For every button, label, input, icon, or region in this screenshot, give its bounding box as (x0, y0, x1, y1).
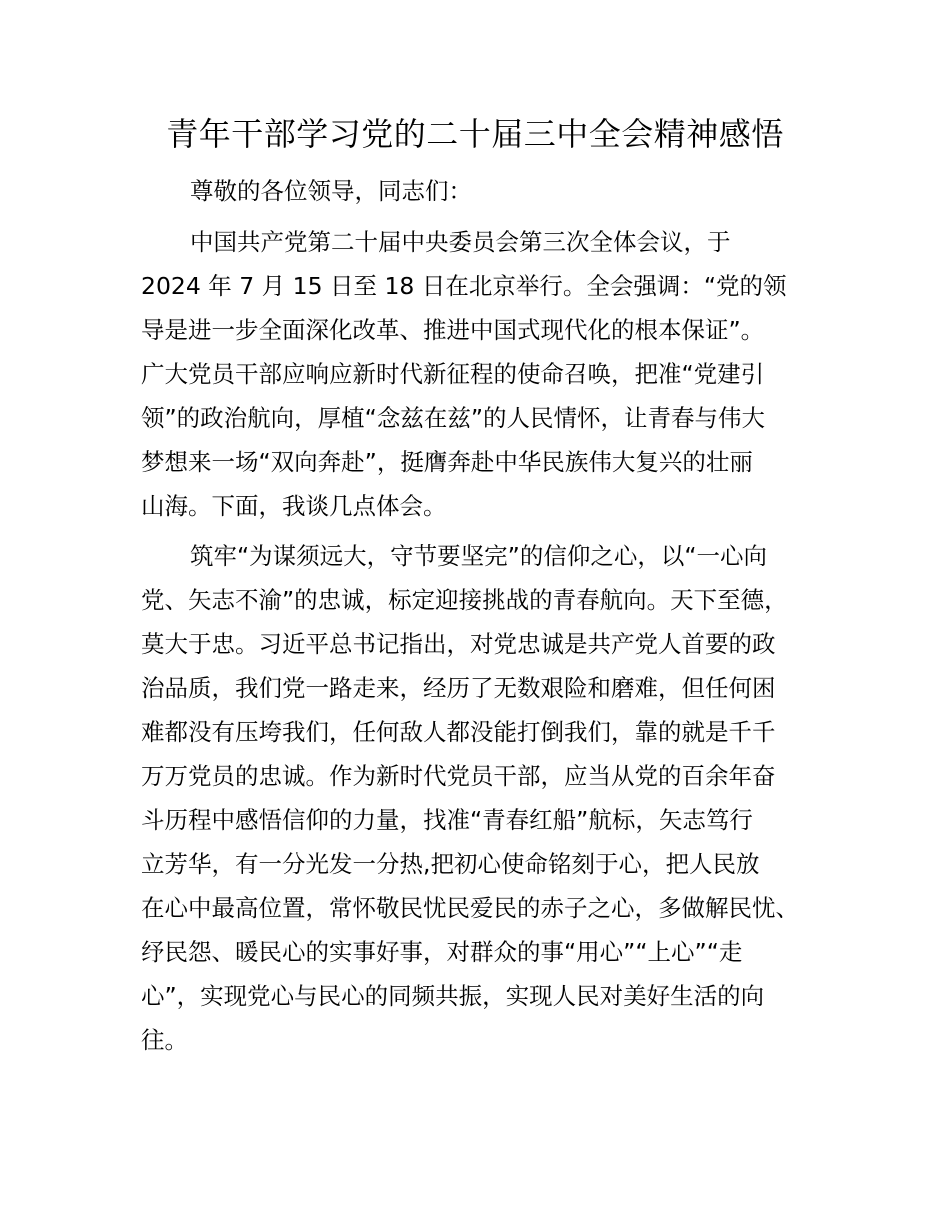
paragraph-line: 2024 年 7 月 15 日至 18 日在北京举行。全会强调：“党的领 (141, 272, 787, 300)
paragraph-line: 党、矢志不渝”的忠诚，标定迎接挑战的青春航向。天下至德， (141, 586, 788, 614)
paragraph-line: 难都没有压垮我们，任何敌人都没能打倒我们，靠的就是千千 (141, 718, 776, 746)
greeting: 尊敬的各位领导，同志们： (190, 177, 472, 205)
document-title: 青年干部学习党的二十届三中全会精神感悟 (166, 115, 784, 153)
paragraph-line: 广大党员干部应响应新时代新征程的使命召唤，把准“党建引 (141, 360, 765, 388)
paragraph-line: 中国共产党第二十届中央委员会第三次全体会议，于 (190, 228, 731, 256)
paragraph-line: 山海。下面，我谈几点体会。 (141, 492, 447, 520)
paragraph-line: 在心中最高位置，常怀敬民忧民爱民的赤子之心，多做解民忧、 (141, 894, 799, 922)
paragraph-line: 梦想来一场“双向奔赴”，挺膺奔赴中华民族伟大复兴的壮丽 (141, 448, 753, 476)
paragraph-line: 心”，实现党心与民心的同频共振，实现人民对美好生活的向 (141, 982, 765, 1010)
paragraph-line: 领”的政治航向，厚植“念兹在兹”的人民情怀，让青春与伟大 (141, 404, 766, 432)
paragraph-line: 往。 (141, 1026, 188, 1054)
paragraph-line: 纾民怨、暖民心的实事好事，对群众的事“用心”“上心”“走 (141, 938, 743, 966)
paragraph-line: 导是进一步全面深化改革、推进中国式现代化的根本保证”。 (141, 316, 765, 344)
paragraph-line: 斗历程中感悟信仰的力量，找准“青春红船”航标，矢志笃行 (141, 806, 753, 834)
paragraph-line: 立芳华，有一分光发一分热,把初心使命铭刻于心，把人民放 (141, 850, 760, 878)
paragraph-line: 治品质，我们党一路走来，经历了无数艰险和磨难，但任何困 (141, 674, 776, 702)
paragraph-line: 莫大于忠。习近平总书记指出，对党忠诚是共产党人首要的政 (141, 630, 776, 658)
paragraph-line: 筑牢“为谋须远大，守节要坚完”的信仰之心，以“一心向 (190, 542, 768, 570)
paragraph-line: 万万党员的忠诚。作为新时代党员干部，应当从党的百余年奋 (141, 762, 776, 790)
